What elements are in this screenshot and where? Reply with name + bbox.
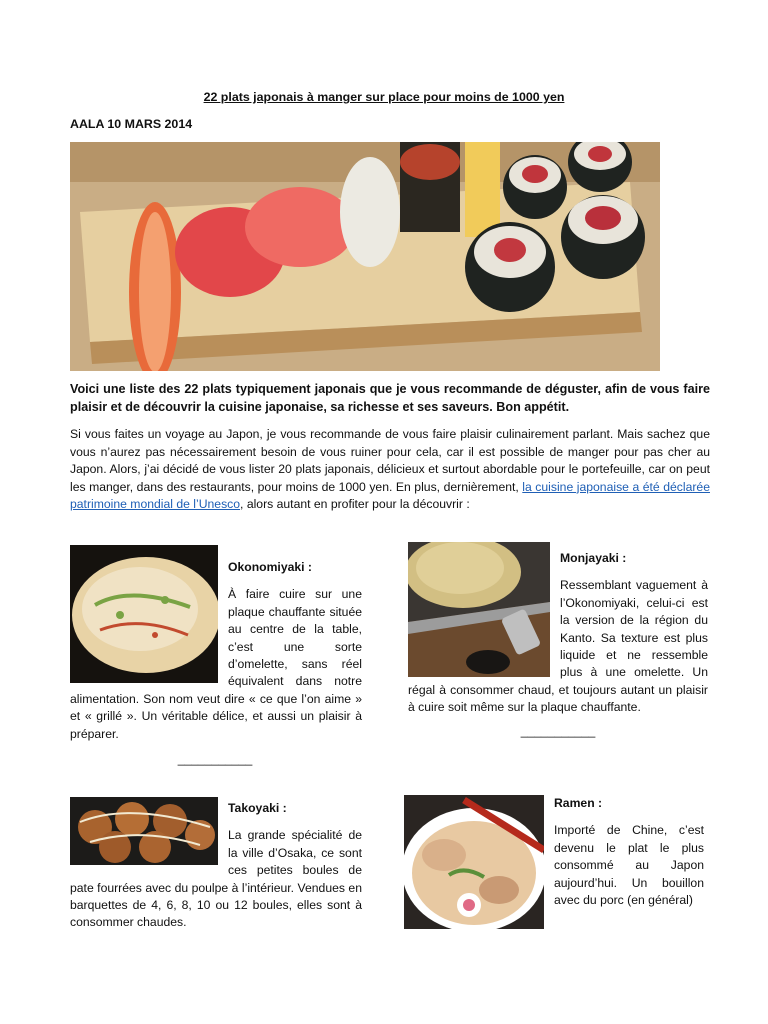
article-body: [70, 426, 710, 514]
article-byline: AALA 10 MARS 2014: [70, 117, 193, 131]
okonomiyaki-image: [70, 545, 218, 683]
article-title: 22 plats japonais à manger sur place pour moins de 1000 yen: [203, 90, 565, 104]
dish-takoyaki: [70, 797, 362, 932]
ramen-image: [404, 795, 544, 929]
dish-description: À faire cuire sur une plaque chauffante située au centre de la table, c’est une sorte d’omelette, sans réel équivalent dans notre alimentation. Son nom veut dire « ce que l’on aime » et « grillé ». Un véritable délice, et aussi un plaisir à préparer.: [70, 587, 362, 741]
hero-sushi-image: [70, 142, 660, 371]
dish-title: Takoyaki :: [228, 801, 287, 815]
dish-title: Okonomiyaki :: [228, 560, 312, 574]
dish-description: Importé de Chine, c’est devenu le plat le plus consommé au Japon aujourd’hui. Un bouillon avec du porc (en général): [554, 823, 704, 908]
article-intro: Voici une liste des 22 plats typiquement japonais que je vous recommande de déguster, afin de vous faire plaisir et de découvrir la cuisine japonaise, sa richesse et ses saveurs. Bon appétit.: [70, 382, 710, 414]
dish-title: Monjayaki :: [560, 551, 627, 565]
separator: ___________: [177, 752, 253, 767]
body-text: Si vous faites un voyage au Japon, je vous recommande de vous faire plaisir culinairement parlant. Mais sachez que vous n’aurez pas nécessairement besoin de vous ruiner pour cela, car il est possible de manger pour pas cher au Japon. Alors, j’ai décidé de vous lister 20 plats japonais, délicieux et surtout abordable pour le portefeuille, car on peut les manger, dans des restaurants, pour moins de 1000 yen. En plus, dernièrement,: [70, 427, 710, 494]
dish-description: Ressemblant vaguement à l’Okonomiyaki, celui-ci est la version de la région du Kanto. Sa texture est plus liquide et ne ressemble plus à une omelette. Un régal à consommer chaud, et toujours autant un plaisir à cuire soit même sur la plaque chauffante.: [408, 578, 708, 715]
dish-description: La grande spécialité de la ville d’Osaka, ce sont ces petites boules de pate fourrées avec du poulpe à l’intérieur. Vendues en barquettes de 4, 6, 8, 10 ou 12 boules, elles sont à consommer chaudes.: [70, 828, 362, 930]
dish-ramen: [404, 795, 704, 933]
monjayaki-image: [408, 542, 550, 677]
dish-okonomiyaki: [70, 545, 362, 768]
takoyaki-image: [70, 797, 218, 865]
body-text-end: , alors autant en profiter pour la découvrir :: [240, 497, 470, 512]
unesco-link[interactable]: la cuisine japonaise a été déclarée patrimoine mondial de l’Unesco: [70, 479, 710, 512]
dish-title: Ramen :: [554, 796, 603, 810]
dish-monjayaki: [408, 542, 708, 740]
separator: ___________: [520, 723, 596, 738]
